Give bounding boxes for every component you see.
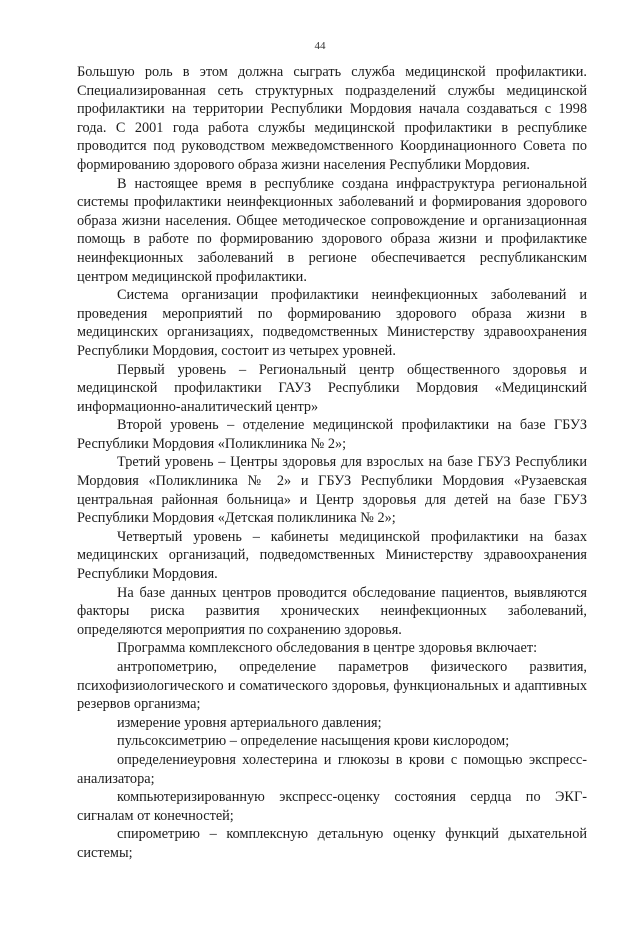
list-item-spirometry: спирометрию – комплексную детальную оценку функций дыхательной системы;	[77, 826, 587, 861]
list-item-pulse-oximetry: пульсоксиметрию – определение насыщения крови кислородом;	[117, 733, 510, 750]
page-number: 44	[314, 40, 326, 52]
document-body	[77, 63, 587, 863]
paragraph-3: Система организации профилактики неинфекционных заболеваний и проведения мероприятий по формированию здорового образа жизни в медицинских организациях, подведомственных Министерству здравоохранения Республики Мордовия, состоит из четырех уровней.	[77, 287, 587, 359]
list-item-ecg: компьютеризированную экспресс-оценку состояния сердца по ЭКГ-сигналам от конечностей;	[77, 789, 587, 824]
paragraph-level-4: Четвертый уровень – кабинеты медицинской профилактики на базах медицинских организаций, подведомственных Министерству здравоохранения Республики Мордовия.	[77, 528, 587, 583]
paragraph-1: Большую роль в этом должна сыграть служба медицинской профилактики. Специализированная сеть структурных подразделений службы медицинской профилактики на территории Республики Мордовия начала создаваться с 1998 года. С 2001 года работа службы медицинской профилактики в республике проводится под руководством межведомственного Координационного Совета по формированию здорового образа жизни населения Республики Мордовия.	[77, 64, 587, 173]
paragraph-level-2: Второй уровень – отделение медицинской профилактики на базе ГБУЗ Республики Мордовия «Поликлиника № 2»;	[77, 417, 587, 452]
paragraph-2: В настоящее время в республике создана инфраструктура региональной системы профилактики неинфекционных заболеваний и формирования здорового образа жизни населения. Общее методическое сопровождение и организационная помощь в работе по формированию здорового образа жизни и профилактике неинфекционных заболеваний в регионе обеспечивается республиканским центром медицинской профилактики.	[77, 175, 587, 285]
list-item-blood-pressure: измерение уровня артериального давления;	[117, 714, 382, 731]
list-item-cholesterol-glucose: определениеуровня холестерина и глюкозы в крови с помощью экспресс-анализатора;	[77, 751, 587, 787]
list-item-anthropometry: антропометрию, определение параметров физического развития, психофизиологического и соматического здоровья, функциональных и адаптивных резервов организма;	[77, 659, 587, 713]
paragraph-level-1: Первый уровень – Региональный центр общественного здоровья и медицинской профилактики ГАУЗ Республики Мордовия «Медицинский информационно-аналитический центр»	[77, 361, 587, 415]
paragraph-level-3: Третий уровень – Центры здоровья для взрослых на базе ГБУЗ Республики Мордовия «Поликлиника № 2» и ГБУЗ Республики Мордовия «Рузаевская центральная районная больница» и Центр здоровья для детей на базе ГБУЗ Республики Мордовия «Детская поликлиника № 2»;	[77, 454, 587, 527]
paragraph-examination: На базе данных центров проводится обследование пациентов, выявляются факторы риска развития хронических неинфекционных заболеваний, определяются мероприятия по сохранению здоровья.	[77, 584, 587, 638]
paragraph-program-intro: Программа комплексного обследования в центре здоровья включает:	[117, 640, 538, 657]
